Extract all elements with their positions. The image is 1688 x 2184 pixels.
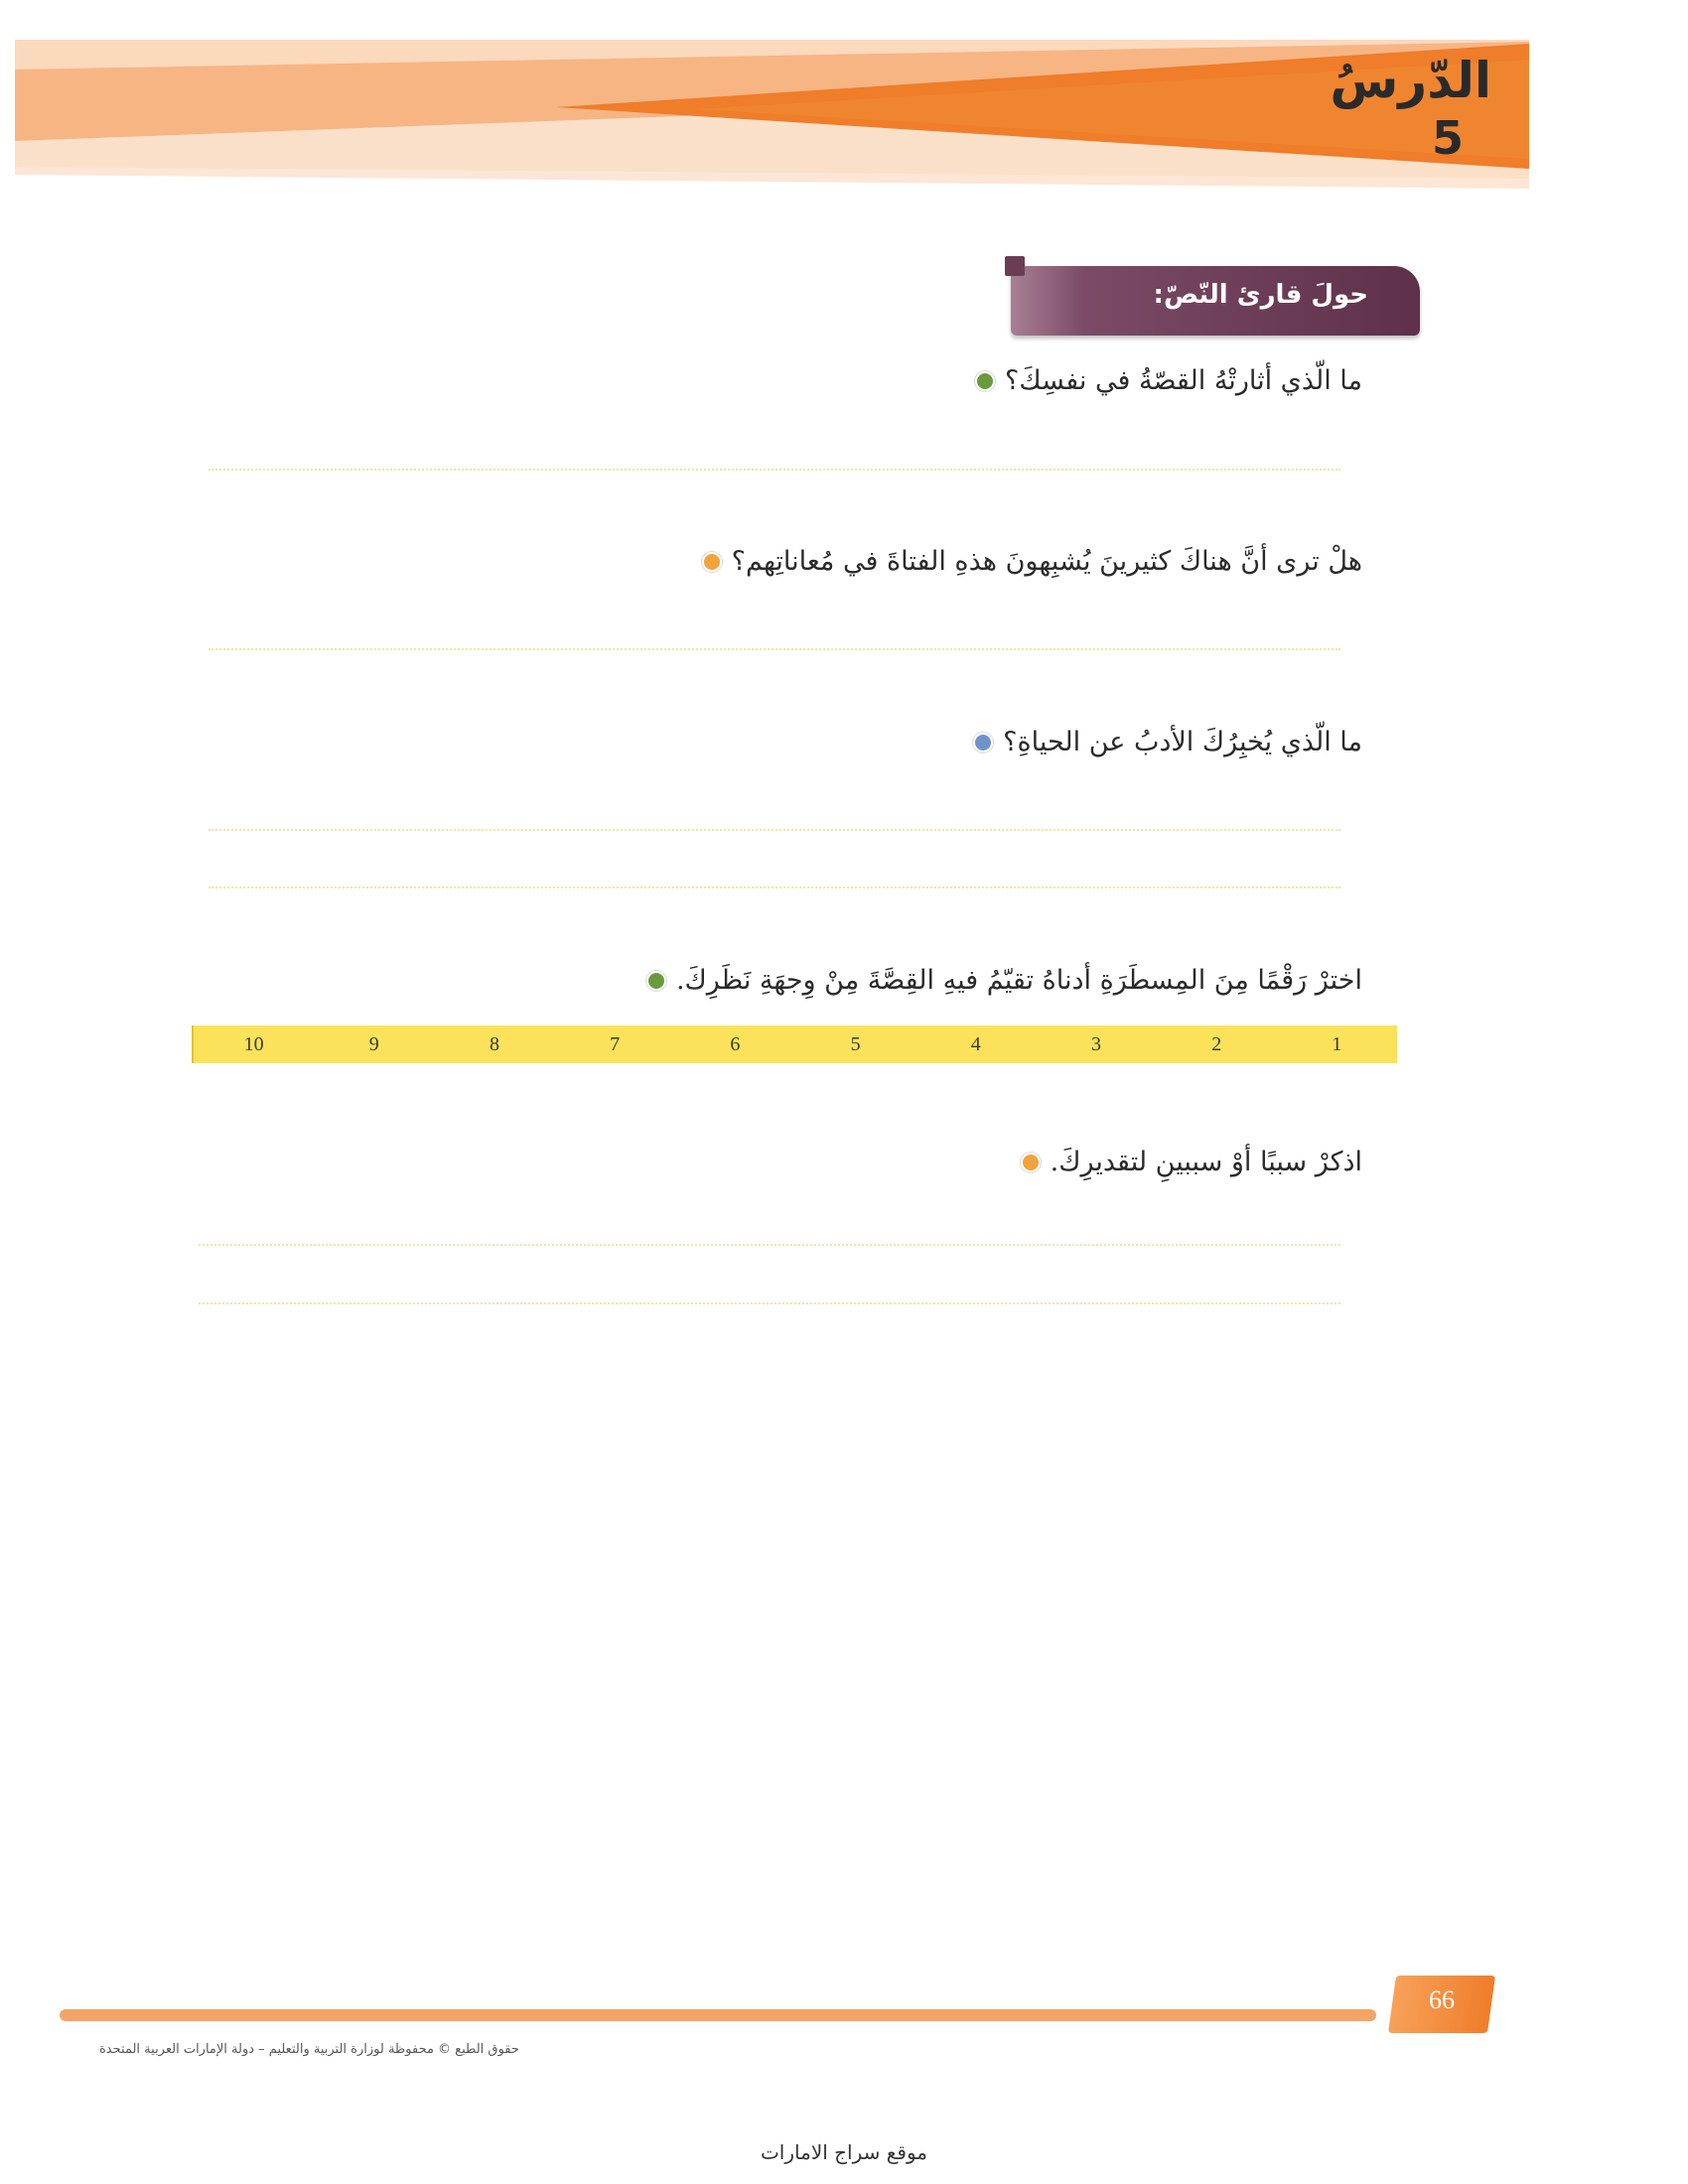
question-text: اخترْ رَقْمًا مِنَ المِسطَرَةِ أدناهُ تقيّمُ فيهِ القِصَّةَ مِنْ وِجهَةِ نَظَرِكَ. bbox=[675, 965, 1362, 996]
answer-line[interactable] bbox=[199, 1302, 1340, 1304]
scale-value-1[interactable]: 1 bbox=[1332, 1032, 1342, 1055]
tab-notch bbox=[1005, 256, 1025, 276]
green-bullet-icon bbox=[975, 371, 995, 391]
scale-value-5[interactable]: 5 bbox=[850, 1032, 861, 1055]
rating-scale bbox=[192, 1025, 1397, 1063]
copyright-text: حقوق الطبع © محفوظة لوزارة التربية والتعليم – دولة الإمارات العربية المتحدة bbox=[99, 2042, 519, 2057]
question-4 bbox=[646, 965, 1362, 996]
lesson-label: الدّرسُ bbox=[1330, 52, 1491, 109]
question-3 bbox=[973, 727, 1362, 757]
question-2 bbox=[702, 546, 1362, 577]
answer-line[interactable] bbox=[209, 829, 1340, 831]
lesson-number: 5 bbox=[1431, 111, 1464, 165]
scale-value-4[interactable]: 4 bbox=[970, 1032, 981, 1055]
answer-line[interactable] bbox=[209, 648, 1340, 650]
scale-value-6[interactable]: 6 bbox=[730, 1032, 741, 1055]
scale-value-3[interactable]: 3 bbox=[1090, 1032, 1101, 1055]
footer-bar bbox=[60, 2009, 1376, 2021]
question-text: ما الّذي يُخبِرُكَ الأدبُ عن الحياةِ؟ bbox=[1003, 727, 1362, 757]
page-number: 66 bbox=[1429, 1985, 1455, 2014]
scale-value-7[interactable]: 7 bbox=[610, 1032, 621, 1055]
section-title: حولَ قارئ النّصّ: bbox=[1153, 280, 1368, 310]
scale-value-9[interactable]: 9 bbox=[368, 1032, 379, 1055]
scale-value-8[interactable]: 8 bbox=[489, 1032, 499, 1055]
scale-value-2[interactable]: 2 bbox=[1211, 1032, 1222, 1055]
lesson-header-banner bbox=[0, 30, 1529, 199]
question-5 bbox=[1021, 1147, 1362, 1177]
question-text: هلْ ترى أنَّ هناكَ كثيرينَ يُشبِهونَ هذهِ الفتاةَ في مُعاناتِهم؟ bbox=[731, 546, 1362, 577]
question-text: اذكرْ سببًا أوْ سببينِ لتقديرِكَ. bbox=[1050, 1147, 1362, 1177]
orange-bullet-icon bbox=[1021, 1153, 1041, 1172]
question-1 bbox=[975, 365, 1362, 396]
orange-bullet-icon bbox=[702, 552, 722, 572]
blue-bullet-icon bbox=[973, 733, 993, 752]
question-text: ما الّذي أثارتْهُ القصّةُ في نفسِكَ؟ bbox=[1005, 365, 1362, 396]
answer-line[interactable] bbox=[199, 1244, 1340, 1246]
section-tab bbox=[1011, 266, 1420, 336]
answer-line[interactable] bbox=[209, 469, 1340, 471]
scale-value-10[interactable]: 10 bbox=[243, 1032, 264, 1055]
answer-line[interactable] bbox=[209, 887, 1340, 888]
site-name: موقع سراج الامارات bbox=[760, 2140, 928, 2164]
green-bullet-icon bbox=[646, 971, 666, 991]
